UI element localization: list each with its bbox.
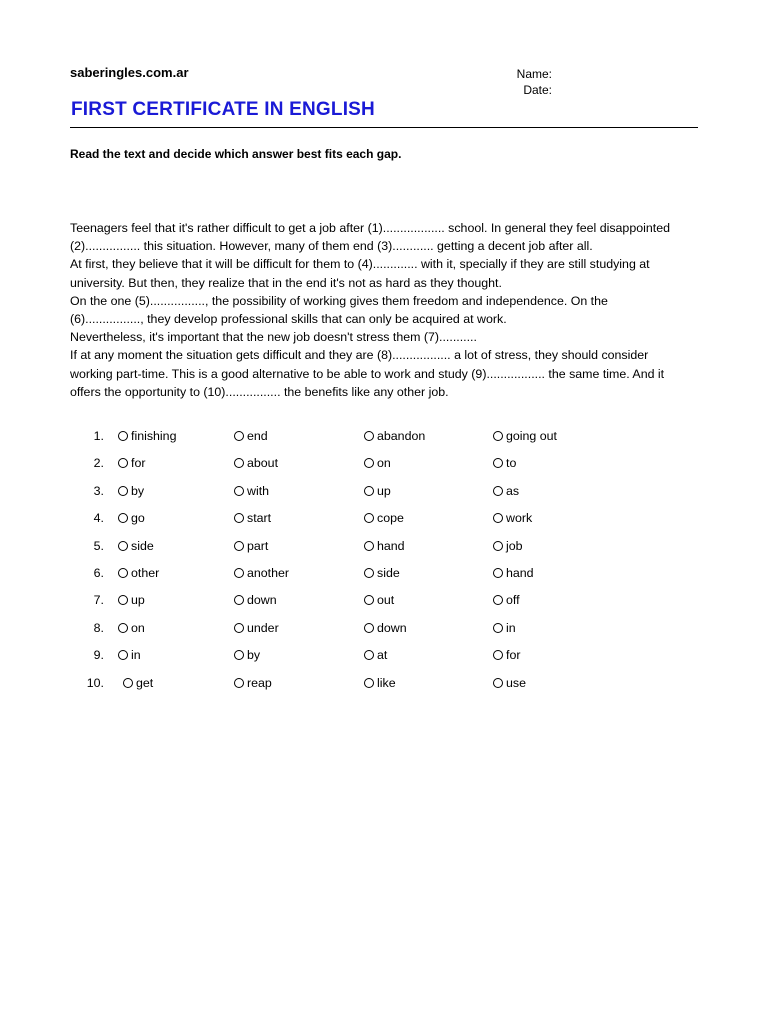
- option-label: up: [377, 483, 391, 498]
- option-label: side: [131, 538, 154, 553]
- radio-circle-icon[interactable]: [364, 513, 374, 523]
- question-number: 9.: [93, 648, 104, 663]
- option-radio[interactable]: [234, 648, 260, 662]
- option-label: end: [247, 429, 268, 443]
- radio-circle-icon[interactable]: [234, 595, 244, 605]
- question-number: 8.: [93, 620, 104, 635]
- passage-line: (6)................, they develop professional skills that can only be acquired at work.: [70, 312, 507, 327]
- option-label: abandon: [377, 429, 426, 443]
- option-radio[interactable]: [234, 484, 269, 498]
- option-label: by: [131, 483, 145, 498]
- radio-circle-icon[interactable]: [493, 623, 503, 633]
- option-label: use: [506, 675, 526, 690]
- radio-circle-icon[interactable]: [118, 431, 128, 441]
- radio-circle-icon[interactable]: [364, 623, 374, 633]
- passage-line: If at any moment the situation gets difficult and they are (8)................. a lot of stress, they should consider: [70, 348, 649, 363]
- radio-circle-icon[interactable]: [364, 486, 374, 496]
- passage-line: working part-time. This is a good alternative to be able to work and study (9)................. the same time. And it: [70, 366, 665, 381]
- option-label: under: [247, 620, 279, 635]
- option-label: hand: [377, 538, 405, 553]
- option-radio[interactable]: [364, 621, 407, 635]
- passage-line: On the one (5)................, the possibility of working gives them freedom and independence. On the: [70, 293, 608, 308]
- question-row-3: [70, 481, 710, 508]
- passage-line: At first, they believe that it will be difficult for them to (4)............. with it, specially if they are still studying at: [70, 257, 650, 272]
- instructions: Read the text and decide which answer best fits each gap.: [70, 147, 402, 161]
- option-label: off: [506, 593, 520, 608]
- radio-circle-icon[interactable]: [364, 568, 374, 578]
- option-radio[interactable]: [364, 648, 387, 662]
- option-radio[interactable]: [234, 621, 279, 635]
- radio-circle-icon[interactable]: [493, 541, 503, 551]
- radio-circle-icon[interactable]: [364, 678, 374, 688]
- reading-passage: [70, 219, 710, 401]
- radio-circle-icon[interactable]: [493, 595, 503, 605]
- option-radio[interactable]: [118, 484, 144, 498]
- option-radio[interactable]: [234, 593, 277, 607]
- option-label: with: [247, 483, 270, 498]
- passage-line: offers the opportunity to (10)................ the benefits like any other job.: [70, 384, 449, 399]
- option-radio[interactable]: [364, 429, 425, 443]
- option-label: for: [506, 648, 521, 663]
- option-label: hand: [506, 565, 534, 580]
- option-radio[interactable]: [234, 566, 289, 580]
- radio-circle-icon[interactable]: [493, 513, 503, 523]
- option-radio[interactable]: [234, 511, 271, 525]
- radio-circle-icon[interactable]: [123, 678, 133, 688]
- option-label: up: [131, 593, 145, 608]
- passage-line: Nevertheless, it's important that the new job doesn't stress them (7)...........: [70, 330, 477, 345]
- option-radio[interactable]: [493, 539, 523, 553]
- radio-circle-icon[interactable]: [234, 678, 244, 688]
- question-number: 4.: [93, 511, 104, 526]
- option-radio[interactable]: [234, 429, 268, 443]
- option-radio[interactable]: [234, 539, 268, 553]
- radio-circle-icon[interactable]: [118, 568, 128, 578]
- option-label: cope: [377, 511, 404, 526]
- question-row-5: [70, 536, 710, 563]
- radio-circle-icon[interactable]: [493, 458, 503, 468]
- option-radio[interactable]: [118, 621, 145, 635]
- passage-line: Teenagers feel that it's rather difficult to get a job after (1).................. school. In general they feel disappointed: [70, 221, 670, 235]
- option-radio[interactable]: [118, 539, 154, 553]
- option-radio[interactable]: [118, 648, 141, 662]
- radio-circle-icon[interactable]: [493, 431, 503, 441]
- question-row-4: [70, 508, 710, 535]
- option-label: down: [247, 593, 277, 608]
- page-title: FIRST CERTIFICATE IN ENGLISH: [71, 99, 375, 120]
- option-radio[interactable]: [493, 648, 520, 662]
- option-radio[interactable]: [118, 429, 176, 443]
- option-radio[interactable]: [493, 484, 519, 498]
- radio-circle-icon[interactable]: [364, 431, 374, 441]
- radio-circle-icon[interactable]: [234, 541, 244, 551]
- option-radio[interactable]: [493, 621, 516, 635]
- question-row-6: [70, 563, 710, 590]
- passage-line: (2)................ this situation. However, many of them end (3)............ getting a decent job after all.: [70, 239, 593, 254]
- question-row-8: [70, 618, 710, 645]
- option-radio[interactable]: [123, 676, 153, 690]
- site-name: saberingles.com.ar: [70, 65, 189, 80]
- question-row-7: [70, 590, 710, 617]
- option-label: start: [247, 511, 272, 526]
- name-label: Name:: [516, 67, 552, 81]
- radio-circle-icon[interactable]: [364, 541, 374, 551]
- radio-circle-icon[interactable]: [234, 486, 244, 496]
- radio-circle-icon[interactable]: [118, 595, 128, 605]
- option-label: on: [377, 456, 391, 471]
- question-row-10: [70, 673, 710, 700]
- option-label: another: [247, 565, 290, 580]
- option-radio[interactable]: [364, 484, 391, 498]
- option-radio[interactable]: [493, 593, 520, 607]
- date-label: Date:: [523, 83, 552, 97]
- option-radio[interactable]: [364, 511, 404, 525]
- option-radio[interactable]: [364, 539, 405, 553]
- option-label: going out: [506, 429, 557, 443]
- option-radio[interactable]: [364, 566, 400, 580]
- radio-circle-icon[interactable]: [234, 458, 244, 468]
- question-row-9: [70, 645, 710, 672]
- radio-circle-icon[interactable]: [234, 568, 244, 578]
- radio-circle-icon[interactable]: [118, 541, 128, 551]
- option-label: about: [247, 456, 279, 471]
- option-radio[interactable]: [234, 456, 278, 470]
- option-label: reap: [247, 675, 272, 690]
- option-label: by: [247, 648, 261, 663]
- question-number: 7.: [93, 593, 104, 608]
- option-radio[interactable]: [493, 456, 516, 470]
- option-radio[interactable]: [118, 456, 145, 470]
- option-radio[interactable]: [493, 429, 557, 443]
- option-label: down: [377, 620, 407, 635]
- question-number: 5.: [93, 538, 104, 553]
- option-label: like: [377, 675, 396, 690]
- option-radio[interactable]: [234, 676, 272, 690]
- radio-circle-icon[interactable]: [364, 595, 374, 605]
- option-label: side: [377, 565, 400, 580]
- radio-circle-icon[interactable]: [493, 486, 503, 496]
- question-number: 3.: [93, 483, 104, 498]
- radio-circle-icon[interactable]: [234, 513, 244, 523]
- option-radio[interactable]: [118, 593, 145, 607]
- option-label: in: [131, 648, 141, 663]
- option-radio[interactable]: [493, 566, 534, 580]
- radio-circle-icon[interactable]: [118, 458, 128, 468]
- radio-circle-icon[interactable]: [493, 568, 503, 578]
- radio-circle-icon[interactable]: [118, 486, 128, 496]
- option-radio[interactable]: [118, 566, 159, 580]
- radio-circle-icon[interactable]: [118, 513, 128, 523]
- option-radio[interactable]: [364, 593, 394, 607]
- option-radio[interactable]: [493, 511, 532, 525]
- radio-circle-icon[interactable]: [118, 623, 128, 633]
- option-radio[interactable]: [118, 511, 145, 525]
- question-number: 1.: [93, 429, 104, 443]
- option-label: work: [506, 511, 533, 526]
- option-label: on: [131, 620, 145, 635]
- option-radio[interactable]: [364, 456, 391, 470]
- option-label: go: [131, 511, 145, 526]
- option-label: part: [247, 538, 269, 553]
- radio-circle-icon[interactable]: [493, 678, 503, 688]
- question-number: 2.: [93, 456, 104, 471]
- option-label: job: [506, 538, 523, 553]
- question-row-2: [70, 453, 710, 480]
- title-divider: [70, 127, 698, 128]
- question-row-1: [70, 426, 710, 453]
- option-radio[interactable]: [364, 676, 396, 690]
- radio-circle-icon[interactable]: [364, 458, 374, 468]
- option-label: out: [377, 593, 395, 608]
- passage-line: university. But then, they realize that in the end it's not as hard as they thought.: [70, 275, 502, 290]
- option-label: other: [131, 565, 160, 580]
- radio-circle-icon[interactable]: [234, 650, 244, 660]
- option-label: to: [506, 456, 517, 471]
- option-label: for: [131, 456, 146, 471]
- option-radio[interactable]: [493, 676, 526, 690]
- radio-circle-icon[interactable]: [493, 650, 503, 660]
- option-label: finishing: [131, 429, 177, 443]
- radio-circle-icon[interactable]: [118, 650, 128, 660]
- option-label: at: [377, 648, 388, 663]
- option-label: get: [136, 675, 154, 690]
- answer-options: [70, 426, 710, 700]
- radio-circle-icon[interactable]: [364, 650, 374, 660]
- radio-circle-icon[interactable]: [234, 623, 244, 633]
- radio-circle-icon[interactable]: [234, 431, 244, 441]
- question-number: 6.: [93, 565, 104, 580]
- question-number: 10.: [86, 675, 104, 690]
- option-label: as: [506, 483, 520, 498]
- name-date-labels: [480, 66, 552, 98]
- option-label: in: [506, 620, 516, 635]
